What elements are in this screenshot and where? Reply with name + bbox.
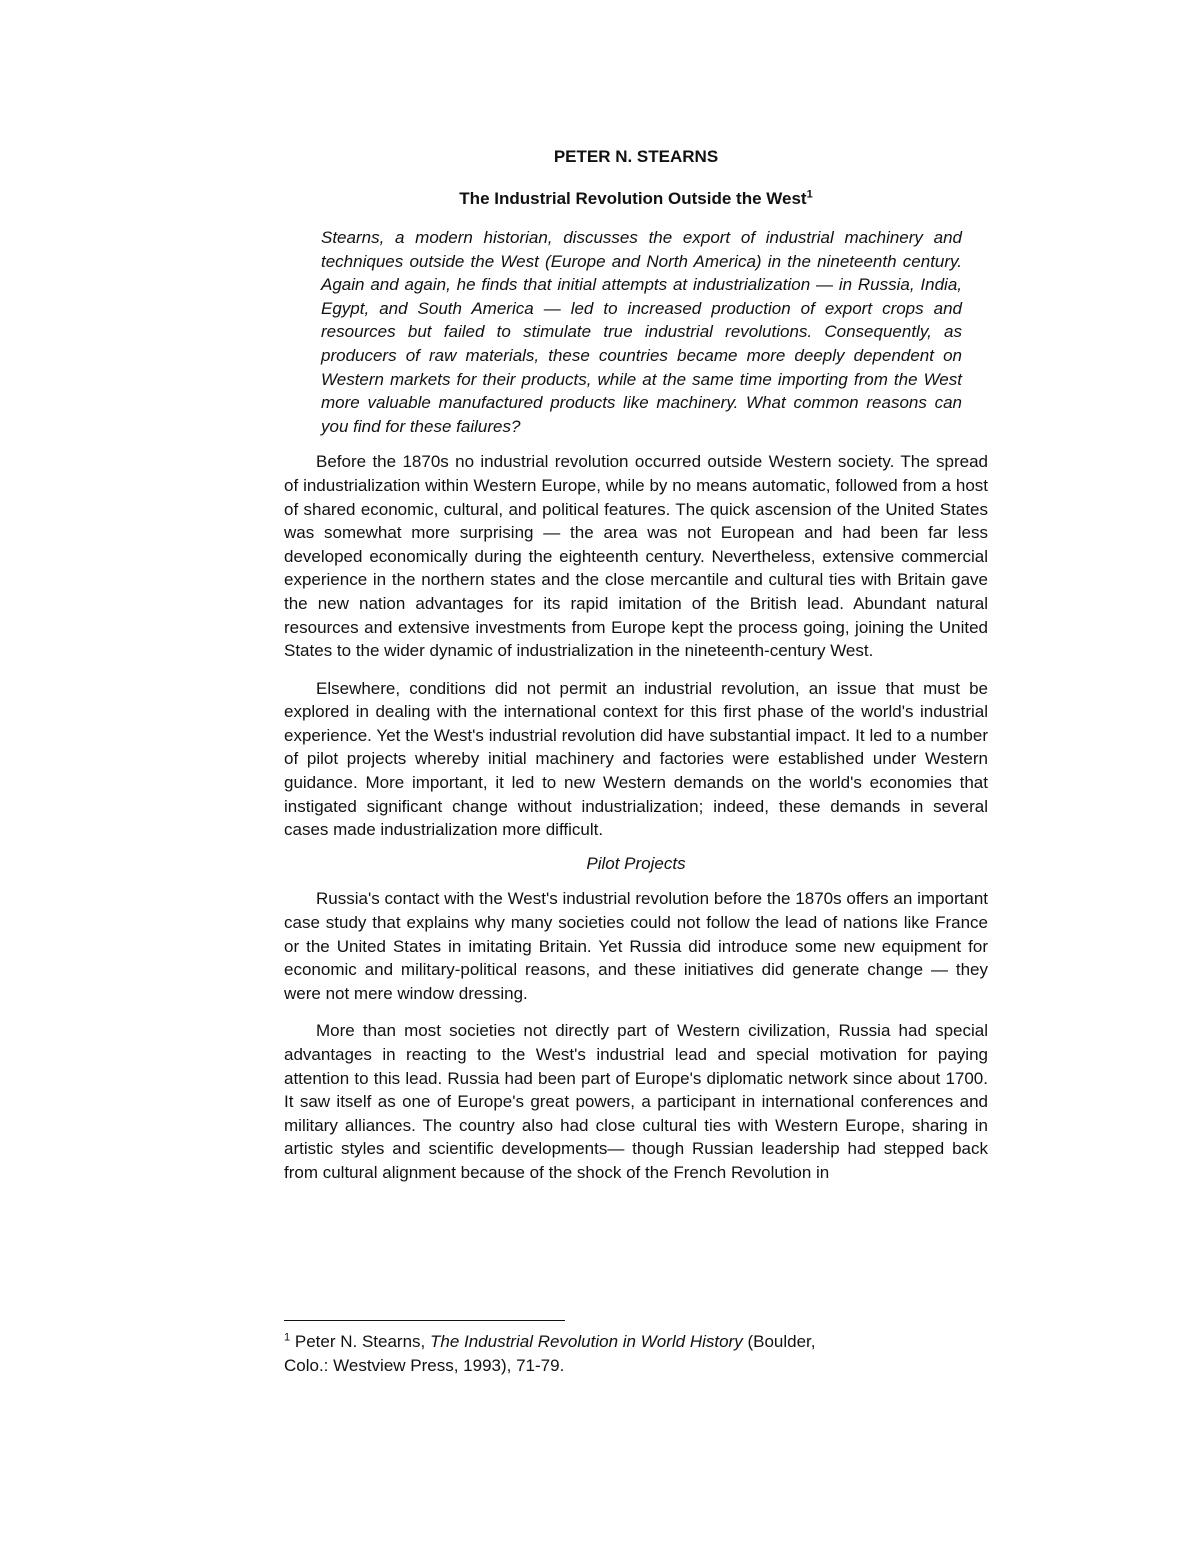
footnote-book-title: The Industrial Revolution in World History [429, 1332, 743, 1351]
body-paragraph-4: More than most societies not directly part of Western civilization, Russia had special advantages in reacting to the West's industrial lead and special motivation for paying attention to this lead. Russia had been part of Europe's diplomatic network since about 1700. It saw itself as one of Europe's great powers, a participant in international conferences and military alliances. The country also had close cultural ties with Western Europe, sharing in artistic styles and scientific developments— though Russian leadership had stepped back from cultural alignment because of the shock of the French Revolution in [284, 1021, 988, 1182]
footnote-author: Peter N. Stearns, [294, 1332, 430, 1351]
article-title-text: The Industrial Revolution Outside the West [459, 189, 807, 208]
footnote-publication: (Boulder, Colo.: Westview Press, 1993), 71-79. [284, 1332, 816, 1375]
footnote-reference: 1 [806, 188, 813, 201]
document-page [284, 138, 988, 1185]
footnote-marker: 1 [284, 1331, 291, 1344]
body-paragraph-3: Russia's contact with the West's industrial revolution before the 1870s offers an important case study that explains why many societies could not follow the lead of nations like France or the United States in imitating Britain. Yet Russia did introduce some new equipment for economic and military-political reasons, and these initiatives did generate change — they were not mere window dressing. [284, 889, 988, 1003]
section-heading-pilot-projects: Pilot Projects [586, 853, 686, 873]
article-title [284, 188, 988, 210]
body-paragraph-1: Before the 1870s no industrial revolution occurred outside Western society. The spread of industrialization within Western Europe, while by no means automatic, followed from a host of shared economic, cultural, and political features. The quick ascension of the United States was somewhat more surprising — the area was not European and had been far less developed economically during the eighteenth century. Nevertheless, extensive commercial experience in the northern states and the close mercantile and cultural ties with Britain gave the new nation advantages for its rapid imitation of the British lead. Abundant natural resources and extensive investments from Europe kept the process going, joining the United States to the wider dynamic of industrialization in the nineteenth-century West. [284, 452, 988, 661]
intro-paragraph: Stearns, a modern historian, discusses the export of industrial machinery and techniques outside the West (Europe and North America) in the nineteenth century. Again and again, he finds that initial attempts at industrialization — in Russia, India, Egypt, and South America — led to increased production of export crops and resources but failed to stimulate true industrial revolutions. Consequently, as producers of raw materials, these countries became more deeply dependent on Western markets for their products, while at the same time importing from the West more valuable manufactured products like machinery. What common reasons can you find for these failures? [321, 228, 962, 436]
author-name: PETER N. STEARNS [553, 147, 719, 166]
footnote [284, 1330, 844, 1377]
footnote-divider [284, 1320, 565, 1321]
body-paragraph-2: Elsewhere, conditions did not permit an industrial revolution, an issue that must be explored in dealing with the international context for this first phase of the world's industrial experience. Yet the West's industrial revolution did have substantial impact. It led to a number of pilot projects whereby initial machinery and factories were established under Western guidance. More important, it led to new Western demands on the world's economies that instigated significant change without industrialization; indeed, these demands in several cases made industrialization more difficult. [284, 678, 988, 840]
